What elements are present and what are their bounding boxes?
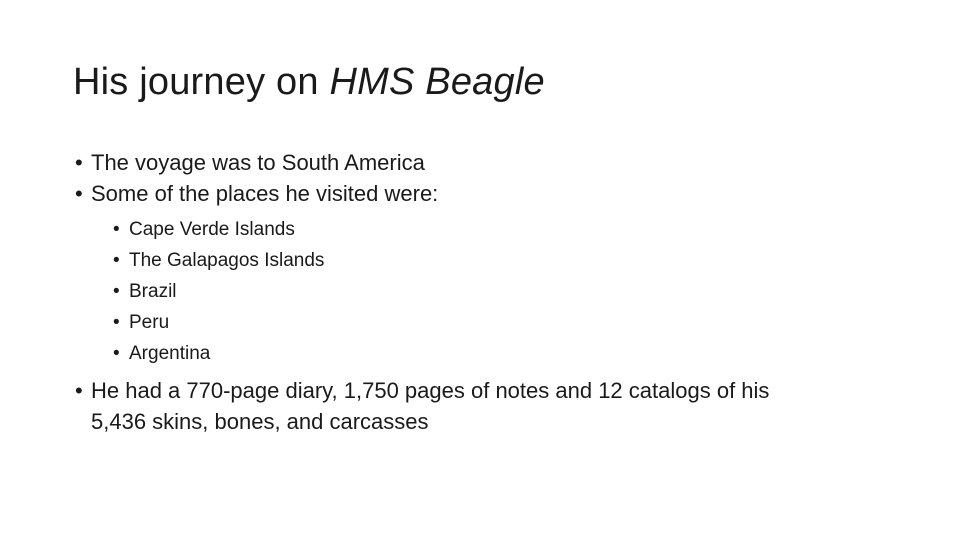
place-name: Argentina — [129, 343, 211, 364]
bullet-dot-icon: • — [75, 150, 83, 175]
bullet-dot-icon: • — [75, 378, 83, 403]
list-item-place — [73, 214, 893, 245]
bullet-text: Some of the places he visited were: — [91, 181, 439, 206]
bullet-dot-icon: • — [113, 281, 120, 302]
bullet-dot-icon: • — [113, 312, 120, 333]
title-prefix: His journey on — [73, 61, 330, 103]
bullet-voyage — [73, 147, 893, 178]
title-ship-name: HMS Beagle — [329, 61, 545, 103]
slide-title — [73, 52, 545, 112]
place-name: The Galapagos Islands — [129, 250, 325, 271]
bullet-places — [73, 178, 893, 209]
bullet-text-line2: 5,436 skins, bones, and carcasses — [91, 409, 429, 434]
list-item-place — [73, 307, 893, 338]
bullet-diary — [73, 375, 893, 437]
places-list — [73, 214, 893, 369]
list-item-place — [73, 276, 893, 307]
bullet-dot-icon: • — [113, 250, 120, 271]
bullet-text: The voyage was to South America — [91, 150, 425, 175]
slide-body — [73, 147, 893, 437]
bullet-dot-icon: • — [113, 219, 120, 240]
place-name: Brazil — [129, 281, 177, 302]
bullet-text-line1: He had a 770-page diary, 1,750 pages of notes and 12 catalogs of his — [91, 378, 770, 403]
bullet-dot-icon: • — [113, 343, 120, 364]
list-item-place — [73, 338, 893, 369]
list-item-place — [73, 245, 893, 276]
bullet-dot-icon: • — [75, 181, 83, 206]
place-name: Peru — [129, 312, 170, 333]
place-name: Cape Verde Islands — [129, 219, 295, 240]
